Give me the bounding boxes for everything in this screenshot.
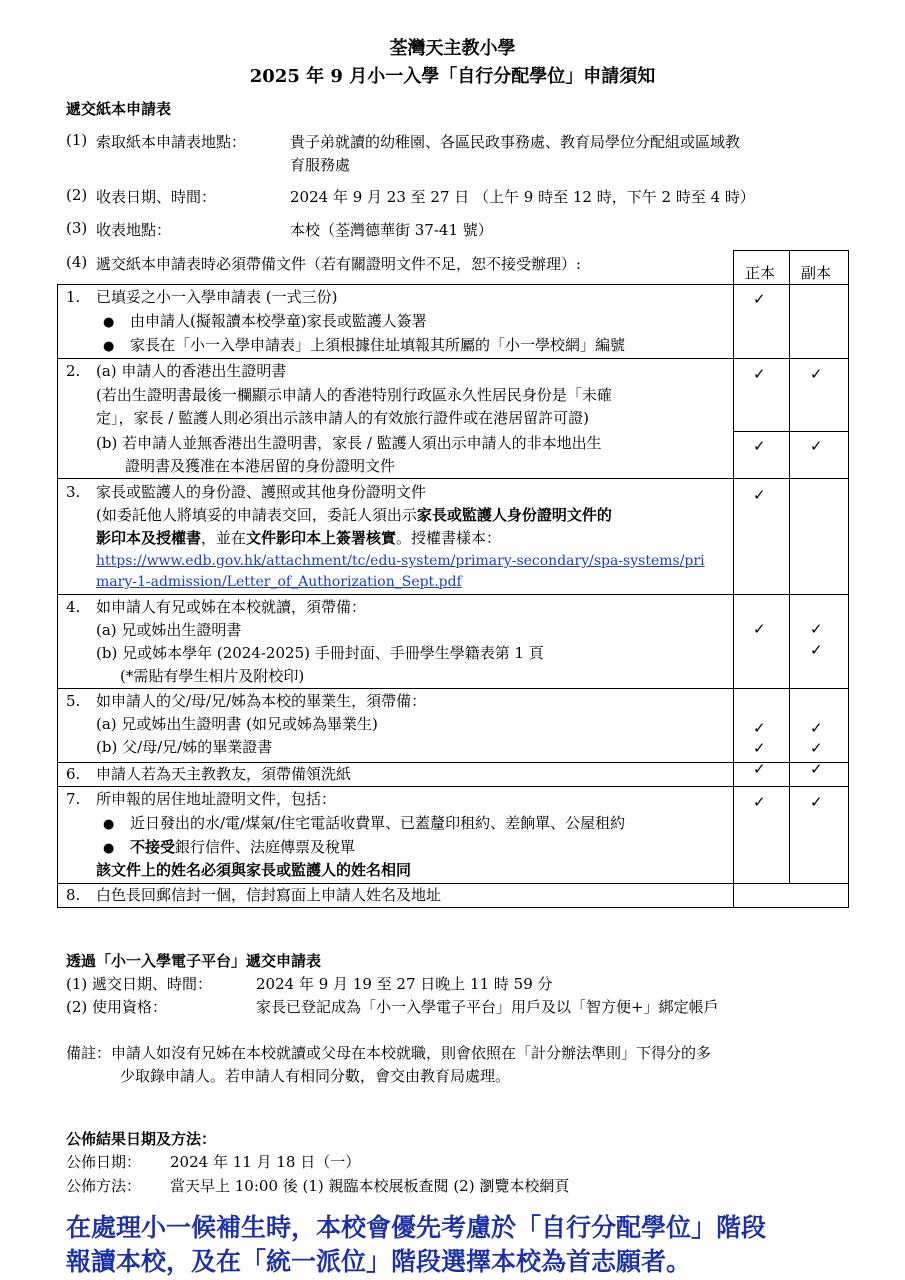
authorization-letter-link[interactable]: https://www.edb.gov.hk/attachment/tc/edu-system/primary-secondary/spa-systems/pri <box>96 553 705 569</box>
check-icon: ✓ <box>753 290 766 308</box>
results-date-value: 2024 年 11 月 18 日（一） <box>170 1153 361 1171</box>
check-icon: ✓ <box>810 739 823 757</box>
results-heading: 公佈結果日期及方法： <box>66 1130 217 1148</box>
check-icon: ✓ <box>753 486 766 504</box>
bullet-icon: ● <box>103 817 115 832</box>
row-2a-text: (a) 申請人的香港出生證明書 <box>96 362 287 380</box>
row-2-num: 2. <box>66 362 81 380</box>
row-1-num: 1. <box>66 288 81 306</box>
results-method-value: 當天早上 10:00 後 (1) 親臨本校展板查閱 (2) 瀏覽本校網頁 <box>170 1177 570 1195</box>
check-icon: ✓ <box>753 437 766 455</box>
row-1-bullet-2: 家長在「小一入學申請表」上須根據住址填報其所屬的「小一學校網」編號 <box>130 336 626 354</box>
paper-item-2-label: 收表日期、時間： <box>96 188 217 206</box>
row-2a-text-2: (若出生證明書最後一欄顯示申請人的香港特別行政區永久性居民身份是「未確 <box>96 386 612 404</box>
row-7-text: 所申報的居住地址證明文件，包括： <box>96 790 337 808</box>
row-4-text: 如申請人有兄或姊在本校就讀，須帶備： <box>96 598 367 616</box>
row-5-text: 如申請人的父/母/兄/姊為本校的畢業生，須帶備： <box>96 692 427 710</box>
check-icon: ✓ <box>810 793 823 811</box>
row-4-num: 4. <box>66 598 81 616</box>
column-copy: 副本 <box>801 264 832 282</box>
paper-item-3-value: 本校（荃灣德華街 37-41 號） <box>290 221 493 239</box>
paper-item-2-num: (2) <box>66 186 88 204</box>
priority-notice-line-2: 報讀本校，及在「統一派位」階段選擇本校為首志願者。 <box>66 1247 692 1276</box>
row-5-item-a: (a) 兄或姊出生證明書 (如兄或姊為畢業生) <box>96 715 378 733</box>
check-icon: ✓ <box>810 641 823 659</box>
check-icon: ✓ <box>810 620 823 638</box>
row-6-num: 6. <box>66 765 81 783</box>
online-item-2-value: 家長已登記成為「小一入學電子平台」用戶及以「智方便+」綁定帳戶 <box>256 998 719 1016</box>
page-title: 2025 年 9 月小一入學「自行分配學位」申請須知 <box>249 66 656 87</box>
check-icon: ✓ <box>810 760 823 778</box>
school-name: 荃灣天主教小學 <box>389 38 516 59</box>
results-date-label: 公佈日期： <box>66 1153 142 1171</box>
row-7-bullet-1: 近日發出的水/電/煤氣/住宅電話收費單、已蓋釐印租約、差餉單、公屋租約 <box>130 814 626 832</box>
row-1-text: 已填妥之小一入學申請表 (一式三份) <box>96 288 338 306</box>
row-2a-text-3: 定」，家長 / 監護人則必須出示該申請人的有效旅行證件或在港居留許可證) <box>96 409 589 427</box>
paper-item-4-label: 遞交紙本申請表時必須帶備文件（若有關證明文件不足，恕不接受辦理）: <box>96 255 582 273</box>
check-icon: ✓ <box>753 739 766 757</box>
remark-line-2: 少取錄申請人。若申請人有相同分數，會交由教育局處理。 <box>120 1067 511 1085</box>
bullet-icon: ● <box>103 339 115 354</box>
paper-item-3-label: 收表地點： <box>96 221 172 239</box>
paper-item-1-value-cont: 育服務處 <box>290 156 351 174</box>
row-4-item-a: (a) 兄或姊出生證明書 <box>96 621 242 639</box>
row-2b-text-2: 證明書及獲准在本港居留的身份證明文件 <box>125 457 396 475</box>
online-item-1-label: (1) 遞交日期、時間： <box>66 975 213 993</box>
row-6-text: 申請人若為天主教教友，須帶備領洗紙 <box>96 765 352 783</box>
row-7-num: 7. <box>66 790 81 808</box>
online-item-2-label: (2) 使用資格： <box>66 998 168 1016</box>
paper-item-3-num: (3) <box>66 219 88 237</box>
results-method-label: 公佈方法： <box>66 1177 142 1195</box>
online-item-1-value: 2024 年 9 月 19 至 27 日晚上 11 時 59 分 <box>256 975 553 993</box>
check-icon: ✓ <box>753 620 766 638</box>
row-1-bullet-1: 由申請人(擬報讀本校學童)家長或監護人簽署 <box>130 312 427 330</box>
row-7-bullet-2: 不接受銀行信件、法庭傳票及稅單 <box>130 838 356 856</box>
row-8-text: 白色長回郵信封一個，信封寫面上申請人姓名及地址 <box>96 886 442 904</box>
check-icon: ✓ <box>753 719 766 737</box>
paper-item-1-value: 貴子弟就讀的幼稚園、各區民政事務處、教育局學位分配組或區域教 <box>290 133 741 151</box>
paper-heading: 遞交紙本申請表 <box>66 100 172 118</box>
row-8-num: 8. <box>66 886 81 904</box>
paper-item-4-num: (4) <box>66 253 88 271</box>
row-2b-text: (b) 若申請人並無香港出生證明書，家長 / 監護人須出示申請人的非本地出生 <box>96 434 602 452</box>
column-original: 正本 <box>745 264 776 282</box>
check-icon: ✓ <box>753 793 766 811</box>
authorization-letter-link-cont[interactable]: mary-1-admission/Letter_of_Authorization_Sept.pdf <box>96 574 462 590</box>
row-4-note: (*需貼有學生相片及附校印) <box>120 667 305 685</box>
row-5-item-b: (b) 父/母/兄/姊的畢業證書 <box>96 738 273 756</box>
row-5-num: 5. <box>66 692 81 710</box>
bullet-icon: ● <box>103 315 115 330</box>
online-heading: 透過「小一入學電子平台」遞交申請表 <box>66 952 322 970</box>
check-icon: ✓ <box>810 437 823 455</box>
check-icon: ✓ <box>753 760 766 778</box>
row-3-text-3: 影印本及授權書，並在文件影印本上簽署核實。授權書樣本： <box>96 529 502 547</box>
paper-item-2-value: 2024 年 9 月 23 至 27 日 （上午 9 時至 12 時，下午 2 時至 4 時） <box>290 188 755 206</box>
paper-item-1-label: 索取紙本申請表地點： <box>96 133 247 151</box>
remark-line-1: 備註：申請人如沒有兄姊在本校就讀或父母在本校就職，則會依照在「計分辦法準則」下得分的多 <box>66 1044 712 1062</box>
row-3-num: 3. <box>66 483 81 501</box>
check-icon: ✓ <box>753 365 766 383</box>
row-3-text: 家長或監護人的身份證、護照或其他身份證明文件 <box>96 483 427 501</box>
paper-item-1-num: (1) <box>66 131 88 149</box>
row-4-item-b: (b) 兄或姊本學年 (2024-2025) 手冊封面、手冊學生學籍表第 1 頁 <box>96 644 544 662</box>
row-7-note: 該文件上的姓名必須與家長或監護人的姓名相同 <box>96 861 412 879</box>
bullet-icon: ● <box>103 841 115 856</box>
row-3-text-2: (如委託他人將填妥的申請表交回，委託人須出示家長或監護人身份證明文件的 <box>96 506 612 524</box>
priority-notice-line-1: 在處理小一候補生時，本校會優先考慮於「自行分配學位」階段 <box>66 1213 767 1242</box>
check-icon: ✓ <box>810 365 823 383</box>
check-icon: ✓ <box>810 719 823 737</box>
